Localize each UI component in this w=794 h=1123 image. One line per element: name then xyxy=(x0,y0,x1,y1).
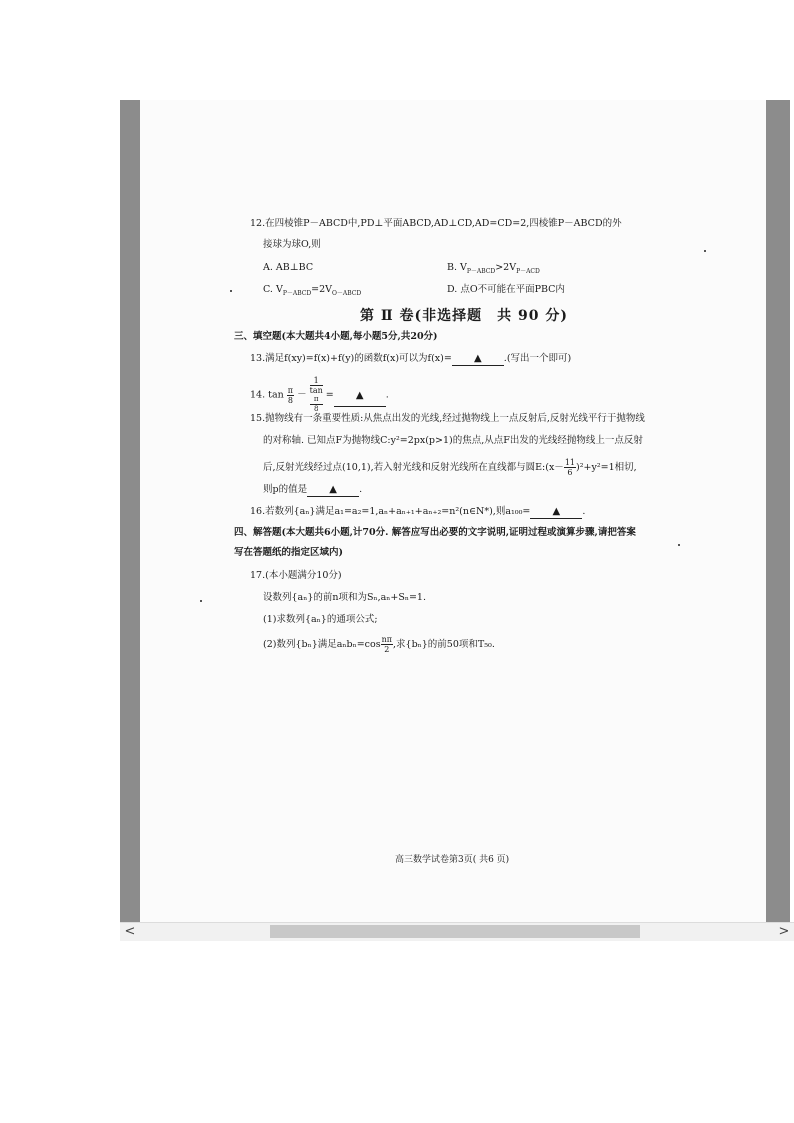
blank-marker: ▲ xyxy=(552,506,561,517)
scroll-right-icon[interactable]: > xyxy=(778,924,790,939)
horizontal-scrollbar[interactable] xyxy=(120,922,794,941)
page-footer: 高三数学试卷第3页( 共6 页) xyxy=(395,855,510,865)
blank-marker: ▲ xyxy=(473,353,482,364)
q15-line3: 后,反射光线经过点(10,1),若入射光线和反射光线所在直线都与圆E:(x－ $\frac{11}{6}$ )²+y²=1相切, xyxy=(263,458,637,477)
section4-heading-cont: 写在答题纸的指定区域内) xyxy=(234,547,343,558)
right-gutter xyxy=(766,100,790,922)
q12-line1: 12.在四棱锥P－ABCD中,PD⊥平面ABCD,AD⊥CD,AD=CD=2,四棱锥P－ABCD的外 xyxy=(250,218,622,229)
q17-part2: (2)数列{bₙ}满足aₙbₙ=cos $\frac{n\pi}{2}$ ,求{bₙ}的前50项和T₅₀. xyxy=(263,635,495,654)
blank-marker: ▲ xyxy=(329,484,337,495)
q12-option-d: D. 点O不可能在平面PBC内 xyxy=(447,284,565,295)
scan-speck xyxy=(230,290,232,292)
part2-heading: 第 Ⅱ 卷(非选择题 共 90 分) xyxy=(360,308,569,324)
q15-line2: 的对称轴. 已知点F为抛物线C:y²=2px(p>1)的焦点,从点F出发的光线经抛物线上一点反射 xyxy=(263,435,643,446)
q15-line1: 15.抛物线有一条重要性质:从焦点出发的光线,经过抛物线上一点反射后,反射光线平行于抛物线 xyxy=(250,413,645,424)
section3-heading: 三、填空题(本大题共4小题,每小题5分,共20分) xyxy=(234,331,438,342)
q12-option-b: B. $V_{P-ABCD}>2V_{P-ACD}$ xyxy=(447,262,540,275)
scroll-left-icon[interactable]: < xyxy=(124,924,136,939)
q12-option-a: A. AB⊥BC xyxy=(263,262,314,273)
q17-stem: 设数列{aₙ}的前n项和为Sₙ,aₙ+Sₙ=1. xyxy=(263,592,426,603)
document-viewer xyxy=(120,100,794,940)
section4-heading: 四、解答题(本大题共6小题,计70分. 解答应写出必要的文字说明,证明过程或演算步骤,请把答案 xyxy=(234,527,636,538)
q15-line4: 则p的值是 ▲ . xyxy=(263,484,363,495)
q17-title: 17.(本小题满分10分) xyxy=(250,570,342,581)
q17-part1: (1)求数列{aₙ}的通项公式; xyxy=(263,614,378,625)
scan-speck xyxy=(678,544,680,546)
scan-speck xyxy=(200,600,202,602)
q12-option-c: C. $V_{P-ABCD}=2V_{O-ABCD}$ xyxy=(263,284,362,297)
scan-speck xyxy=(704,250,706,252)
q16: 16.若数列{aₙ}满足a₁=a₂=1,aₙ+aₙ₊₁+aₙ₊₂=n²(n∈N*),则a₁₀₀= ▲ . xyxy=(250,506,586,517)
scanned-page xyxy=(140,100,766,922)
q14: 14. tan $\frac{\pi}{8}$ － 1 tan π 8 = ▲ . xyxy=(250,376,389,413)
scrollbar-thumb[interactable] xyxy=(270,925,640,938)
blank-marker: ▲ xyxy=(355,389,364,401)
q13: 13.满足f(xy)=f(x)+f(y)的函数f(x)可以为f(x)= ▲ .(写出一个即可) xyxy=(250,353,572,364)
left-gutter xyxy=(120,100,140,922)
q12-line2: 接球为球O,则 xyxy=(263,239,321,250)
